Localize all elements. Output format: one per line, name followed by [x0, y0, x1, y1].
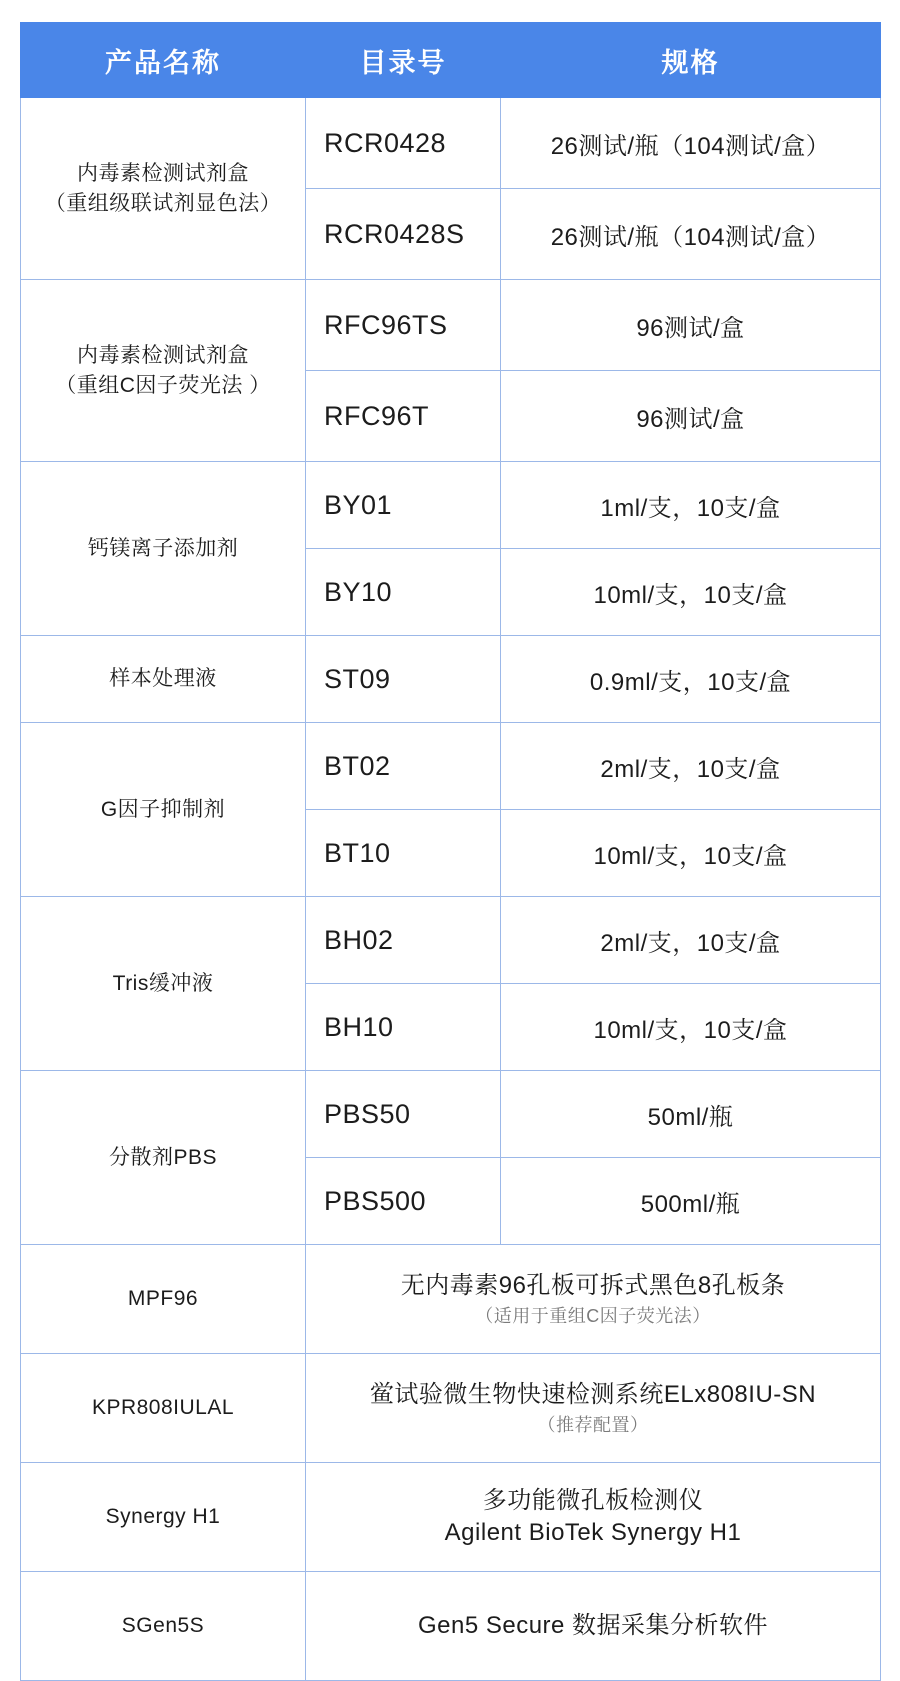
- spec-cell: 1ml/支，10支/盒: [501, 462, 881, 549]
- product-name-cell: KPR808IULAL: [21, 1354, 306, 1463]
- product-name-cell: [21, 98, 306, 280]
- table-row: [21, 1572, 881, 1681]
- spec-cell: 50ml/瓶: [501, 1071, 881, 1158]
- spec-cell: 26测试/瓶（104测试/盒）: [501, 189, 881, 280]
- product-description-cell: [306, 1463, 881, 1572]
- catalog-cell: PBS500: [306, 1158, 501, 1245]
- description-subtext: （适用于重组C因子荧光法）: [475, 1306, 711, 1327]
- header-specification: 规格: [501, 23, 881, 98]
- product-description-cell: [306, 1354, 881, 1463]
- product-name-line2: （重组级联试剂显色法）: [44, 191, 282, 215]
- table-row: [21, 98, 881, 189]
- table-row: [21, 897, 881, 984]
- catalog-cell: RFC96TS: [306, 280, 501, 371]
- product-name-line1: Tris缓冲液: [112, 971, 214, 995]
- catalog-cell: BT02: [306, 723, 501, 810]
- product-name-line1: G因子抑制剂: [100, 797, 226, 821]
- product-name-cell: [21, 897, 306, 1071]
- spec-cell: 0.9ml/支，10支/盒: [501, 636, 881, 723]
- spec-cell: 96测试/盒: [501, 371, 881, 462]
- spec-cell: 2ml/支，10支/盒: [501, 723, 881, 810]
- description-text: Gen5 Secure 数据采集分析软件: [417, 1611, 769, 1639]
- table-row: [21, 1354, 881, 1463]
- table-header: [21, 23, 881, 98]
- catalog-cell: BH10: [306, 984, 501, 1071]
- spec-cell: 96测试/盒: [501, 280, 881, 371]
- table-row: [21, 723, 881, 810]
- product-name-line1: 内毒素检测试剂盒: [77, 343, 249, 367]
- product-name-line1: 分散剂PBS: [108, 1145, 218, 1169]
- product-name-cell: [21, 723, 306, 897]
- description-text: 鲎试验微生物快速检测系统ELx808IU-SN: [369, 1380, 817, 1408]
- product-name-cell: MPF96: [21, 1245, 306, 1354]
- table-header-row: [21, 23, 881, 98]
- description-text-line2: Agilent BioTek Synergy H1: [444, 1519, 742, 1546]
- table-row: [21, 280, 881, 371]
- table-row: [21, 1463, 881, 1572]
- spec-cell: 2ml/支，10支/盒: [501, 897, 881, 984]
- catalog-cell: RFC96T: [306, 371, 501, 462]
- table-row: [21, 1071, 881, 1158]
- product-name-line2: （重组C因子荧光法 ）: [55, 373, 271, 397]
- product-name-cell: [21, 636, 306, 723]
- description-text: 无内毒素96孔板可拆式黑色8孔板条: [400, 1271, 786, 1299]
- catalog-cell: ST09: [306, 636, 501, 723]
- catalog-cell: RCR0428S: [306, 189, 501, 280]
- catalog-cell: BH02: [306, 897, 501, 984]
- product-name-line1: 钙镁离子添加剂: [87, 536, 239, 560]
- catalog-cell: RCR0428: [306, 98, 501, 189]
- spec-cell: 10ml/支，10支/盒: [501, 549, 881, 636]
- table-body: [21, 98, 881, 1681]
- spec-cell: 500ml/瓶: [501, 1158, 881, 1245]
- description-subtext: （推荐配置）: [537, 1415, 649, 1436]
- product-name-cell: [21, 462, 306, 636]
- spec-cell: 10ml/支，10支/盒: [501, 810, 881, 897]
- table-row: [21, 636, 881, 723]
- product-description-cell: [306, 1572, 881, 1681]
- product-name-line1: 内毒素检测试剂盒: [77, 161, 249, 185]
- description-text: 多功能微孔板检测仪: [482, 1486, 704, 1514]
- product-name-cell: [21, 280, 306, 462]
- catalog-cell: BY01: [306, 462, 501, 549]
- catalog-cell: BY10: [306, 549, 501, 636]
- table-row: [21, 1245, 881, 1354]
- catalog-cell: PBS50: [306, 1071, 501, 1158]
- product-name-cell: SGen5S: [21, 1572, 306, 1681]
- product-name-line1: 样本处理液: [109, 667, 217, 691]
- catalog-cell: BT10: [306, 810, 501, 897]
- spec-cell: 10ml/支，10支/盒: [501, 984, 881, 1071]
- header-product-name: 产品名称: [21, 23, 306, 98]
- header-catalog-number: 目录号: [306, 23, 501, 98]
- table-row: [21, 462, 881, 549]
- product-description-cell: [306, 1245, 881, 1354]
- spec-cell: 26测试/瓶（104测试/盒）: [501, 98, 881, 189]
- product-table: [20, 22, 881, 1681]
- product-name-cell: Synergy H1: [21, 1463, 306, 1572]
- product-name-cell: [21, 1071, 306, 1245]
